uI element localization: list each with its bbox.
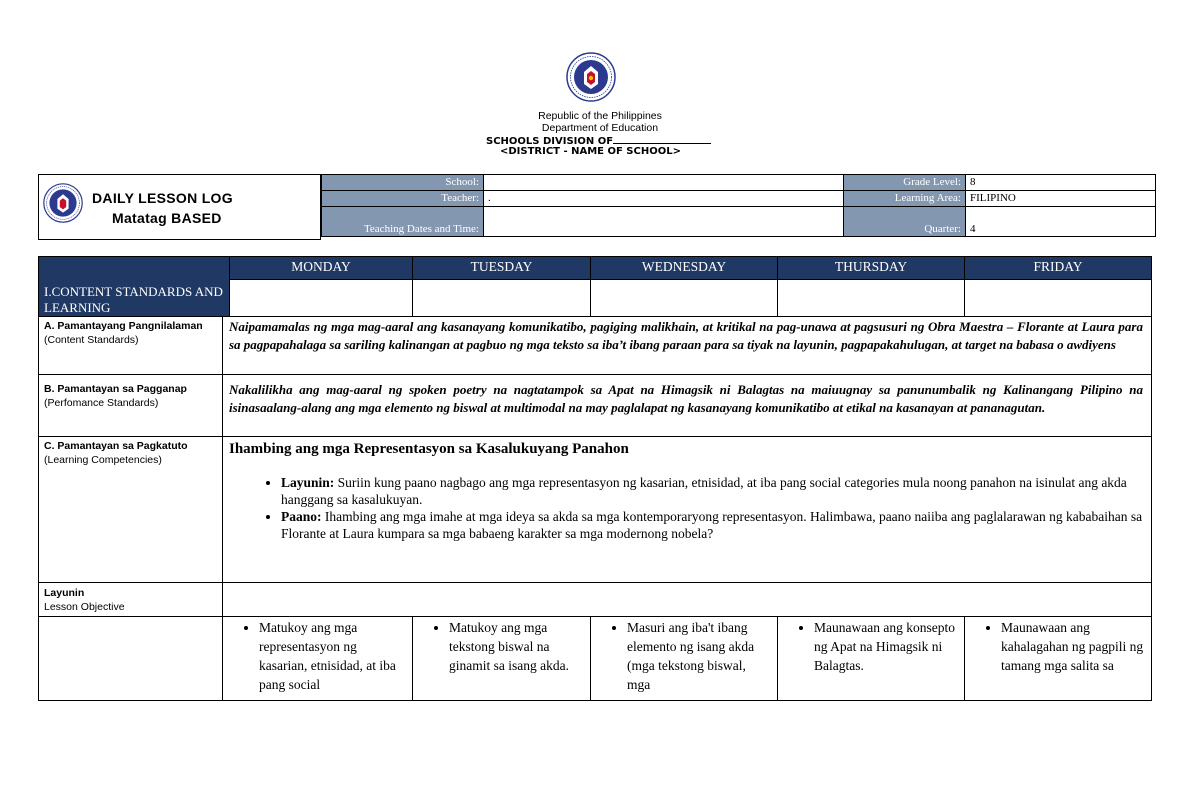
dates-label: Teaching Dates and Time:	[322, 207, 484, 237]
competency-bullet-layunin: • Layunin: Suriin kung paano nagbago ang mga representasyon ng kasarian, etnisidad, at iba pang social categories mula noong panahon na isinulat ang akda hanggang sa kasalukuyan.	[281, 474, 1143, 508]
objectives-left-cell	[39, 617, 223, 701]
objective-text: • Matukoy ang mga tekstong biswal na ginamit sa isang akda.	[449, 618, 584, 675]
content-standards-label: A. Pamantayang Pangnilalaman	[44, 320, 203, 332]
school-field[interactable]	[484, 175, 844, 191]
content-standards-sub: (Content Standards)	[44, 334, 139, 346]
content-standards-text: Naipamamalas ng mga mag-aaral ang kasanayang komunikatibo, pagiging malikhain, at kritikal na pag-unawa at pagsusuri ng Obra Maestra – Florante at Laura para sa pagpapahalaga sa sariling kalinangan at pagbuo ng mga teksto sa iba’t ibang paraan para sa tiyak na layunin, pagpapakahulugan, at target na babasa o awdiyens	[223, 317, 1152, 375]
grade-level-label: Grade Level:	[844, 175, 966, 191]
dll-subtitle: Matatag BASED	[112, 210, 222, 226]
lesson-log-table	[38, 256, 1152, 701]
section-head: I.CONTENT STANDARDS AND LEARNING	[39, 280, 229, 316]
department-text: Department of Education	[541, 122, 659, 134]
objective-text: • Matukoy ang mga representasyon ng kasarian, etnisidad, at iba pang social	[259, 618, 406, 694]
learning-competencies-sub: (Learning Competencies)	[44, 454, 162, 466]
competency-title: Ihambing ang mga Representasyon sa Kasalukuyang Panahon	[229, 441, 629, 457]
tuesday-cell[interactable]	[413, 280, 591, 317]
quarter-field[interactable]: 4	[966, 207, 1156, 237]
dll-title: DAILY LESSON LOG	[92, 190, 233, 206]
day-tuesday: TUESDAY	[413, 257, 591, 280]
day-friday: FRIDAY	[965, 257, 1152, 280]
lesson-objective-sub: Lesson Objective	[44, 601, 125, 613]
thursday-cell[interactable]	[778, 280, 965, 317]
grade-level-field[interactable]: 8	[966, 175, 1156, 191]
teacher-label: Teacher:	[322, 191, 484, 207]
performance-standards-text: Nakalilikha ang mag-aaral ng spoken poetry na nagtatampok sa Apat na Himagsik ni Balagtas na maiuugnay sa panunumbalik ng Kalinangang Pilipino na isinasaalang-alang ang mga elemento ng biswal at multimodal na may paglalapat ng kasanayang komunikatibo at etikal na kasanayan at pananagutan.	[223, 375, 1152, 437]
learning-competencies-label: C. Pamantayan sa Pagkatuto	[44, 440, 188, 452]
lesson-objective-cell[interactable]	[223, 583, 1152, 617]
objective-wednesday[interactable]	[591, 617, 778, 701]
objective-tuesday[interactable]	[413, 617, 591, 701]
section-head-cell	[39, 257, 230, 317]
info-table	[321, 174, 1156, 237]
performance-standards-sub: (Perfomance Standards)	[44, 397, 159, 409]
lesson-objective-label-cell	[39, 583, 223, 617]
day-wednesday: WEDNESDAY	[591, 257, 778, 280]
quarter-label: Quarter:	[844, 207, 966, 237]
learning-area-label: Learning Area:	[844, 191, 966, 207]
learning-competencies-cell	[223, 437, 1152, 583]
monday-cell[interactable]	[230, 280, 413, 317]
friday-cell[interactable]	[965, 280, 1152, 317]
day-monday: MONDAY	[230, 257, 413, 280]
learning-area-field[interactable]: FILIPINO	[966, 191, 1156, 207]
objective-text: • Masuri ang iba't ibang elemento ng isang akda (mga tekstong biswal, mga	[627, 618, 771, 694]
lesson-objective-label: Layunin	[44, 587, 85, 599]
objective-text: • Maunawaan ang kahalagahan ng pagpili ng tamang mga salita sa	[1001, 618, 1145, 675]
performance-standards-label-cell	[39, 375, 223, 437]
wednesday-cell[interactable]	[591, 280, 778, 317]
deped-seal-icon	[566, 52, 616, 102]
district-text: <DISTRICT - NAME OF SCHOOL>	[500, 146, 681, 157]
dates-field[interactable]	[484, 207, 844, 237]
objective-friday[interactable]	[965, 617, 1152, 701]
objective-text: • Maunawaan ang konsepto ng Apat na Himagsik ni Balagtas.	[814, 618, 958, 675]
teacher-field[interactable]: .	[484, 191, 844, 207]
day-thursday: THURSDAY	[778, 257, 965, 280]
deped-seal-small-icon	[43, 183, 83, 223]
learning-competencies-label-cell	[39, 437, 223, 583]
republic-text: Republic of the Philippines	[538, 110, 662, 122]
division-text: SCHOOLS DIVISION OF	[486, 134, 711, 148]
competency-bullet-paano: • Paano: Ihambing ang mga imahe at mga ideya sa akda sa mga kontemporaryong representasyon. Halimbawa, paano naiiba ang paglalarawan ng kababaihan sa Florante at Laura kumpara sa mga babaeng karakter sa mga modernong nobela?	[281, 508, 1143, 542]
objective-monday[interactable]	[223, 617, 413, 701]
objective-thursday[interactable]	[778, 617, 965, 701]
content-standards-label-cell	[39, 317, 223, 375]
school-label: School:	[322, 175, 484, 191]
performance-standards-label: B. Pamantayan sa Pagganap	[44, 383, 187, 395]
